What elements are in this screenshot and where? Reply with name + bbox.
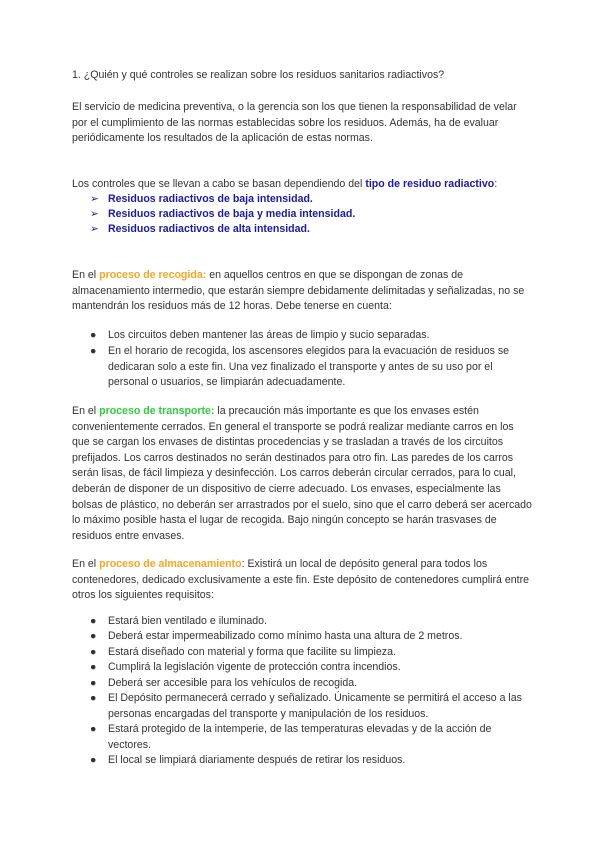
list-item-text: Estará protegido de la intemperie, de las temperaturas elevadas y de la acción de vectores. <box>108 723 492 751</box>
bullet-icon: ● <box>90 692 97 704</box>
list-item-text: Los circuitos deben mantener las áreas de limpio y sucio separadas. <box>108 329 430 341</box>
transporte-term: proceso de transporte: <box>99 405 215 417</box>
list-item <box>90 753 530 769</box>
bullet-icon: ● <box>90 646 97 658</box>
almacenamiento-term: proceso de almacenamiento <box>99 558 242 570</box>
controls-tail: : <box>494 178 498 190</box>
list-item <box>90 722 530 753</box>
list-item-text: Estará diseñado con material y forma que facilite su limpieza. <box>108 646 396 658</box>
list-item-text: El Depósito permanecerá cerrado y señalizado. Únicamente se permitirá el acceso a las personas encargadas del transporte y manipulación de los residuos. <box>108 692 522 720</box>
list-item-text: Estará bien ventilado e iluminado. <box>108 615 268 627</box>
bullet-icon: ● <box>90 754 97 766</box>
transporte-text: la precaución más importante es que los envases estén convenientemente cerrados. En general el transporte se podrá realizar mediante carros en los que se cargan los envases de distintas procedencias y se trasladan a través de los circuitos prefijados. Los carros destinados no serán destinados para otro fin. Las paredes de los carros serán lisas, de fácil limpieza y desinfección. Los carros deberán circular cerrados, para lo cual, deberán de disponer de un dispositivo de cierre adecuado. Los envases, especialmente las bolsas de plástico, no deberán ser arrastrados por el suelo, sino que el carro deberá ser acercado lo máximo posible hasta el lugar de recogida. Bajo ningún concepto se harán trasvases de residuos entre envases. <box>72 405 532 542</box>
arrow-icon: ➢ <box>90 193 99 205</box>
almacenamiento-paragraph <box>72 557 532 604</box>
bullet-icon: ● <box>90 615 97 627</box>
bullet-icon: ● <box>90 345 97 357</box>
controls-lead-text: Los controles que se llevan a cabo se basan dependiendo del <box>72 178 366 190</box>
controls-item-text: Residuos radiactivos de baja intensidad. <box>108 193 313 205</box>
controls-item <box>90 207 355 223</box>
recogida-text: en aquellos centros en que se dispongan de zonas de almacenamiento intermedio, que estarán siempre debidamente delimitadas y señalizadas, no se mantendrán los residuos más de 12 horas. Debe tenerse en cuenta: <box>72 269 525 313</box>
list-item <box>90 344 530 391</box>
transporte-paragraph <box>72 404 532 544</box>
list-item <box>90 614 530 630</box>
recogida-paragraph <box>72 268 532 315</box>
list-item <box>90 328 530 344</box>
bullet-icon: ● <box>90 329 97 341</box>
intro-paragraph: El servicio de medicina preventiva, o la gerencia son los que tienen la responsabilidad de velar por el cumplimiento de las normas establecidas sobre los residuos. Además, ha de evaluar periódicamente los resultados de la aplicación de estas normas. <box>72 101 517 145</box>
recogida-prefix: En el <box>72 269 100 281</box>
controls-item <box>90 222 310 238</box>
controls-item-text: Residuos radiactivos de alta intensidad. <box>108 223 310 235</box>
arrow-icon: ➢ <box>90 223 99 235</box>
arrow-icon: ➢ <box>90 208 99 220</box>
list-item <box>90 629 530 645</box>
list-item <box>90 676 530 692</box>
list-item-text: Cumplirá la legislación vigente de protección contra incendios. <box>108 661 401 673</box>
bullet-icon: ● <box>90 661 97 673</box>
controls-item <box>90 192 313 208</box>
list-item-text: El local se limpiará diariamente después de retirar los residuos. <box>108 754 406 766</box>
almacenamiento-prefix: En el <box>72 558 100 570</box>
transporte-prefix: En el <box>72 405 100 417</box>
bullet-icon: ● <box>90 723 97 735</box>
controls-highlight: tipo de residuo radiactivo <box>365 178 495 190</box>
controls-lead <box>72 177 532 193</box>
bullet-icon: ● <box>90 677 97 689</box>
list-item-text: Deberá ser accesible para los vehículos de recogida. <box>108 677 358 689</box>
list-item-text: En el horario de recogida, los ascensores elegidos para la evacuación de residuos se dedicaran solo a este fin. Una vez finalizado el transporte y antes de su uso por el personal o usuarios, se limpiarán adecuadamente. <box>108 345 510 389</box>
list-item <box>90 645 530 661</box>
list-item <box>90 691 530 722</box>
almacenamiento-text: : Existirá un local de depósito general para todos los contenedores, dedicado exclusivamente a este fin. Este depósito de contenedores cumplirá entre otros los siguientes requisitos: <box>72 558 529 602</box>
controls-item-text: Residuos radiactivos de baja y media intensidad. <box>108 208 356 220</box>
list-item <box>90 660 530 676</box>
bullet-icon: ● <box>90 630 97 642</box>
list-item-text: Deberá estar impermeabilizado como mínimo hasta una altura de 2 metros. <box>108 630 463 642</box>
question-heading: 1. ¿Quién y qué controles se realizan sobre los residuos sanitarios radiactivos? <box>72 69 445 81</box>
recogida-term: proceso de recogida: <box>99 269 207 281</box>
